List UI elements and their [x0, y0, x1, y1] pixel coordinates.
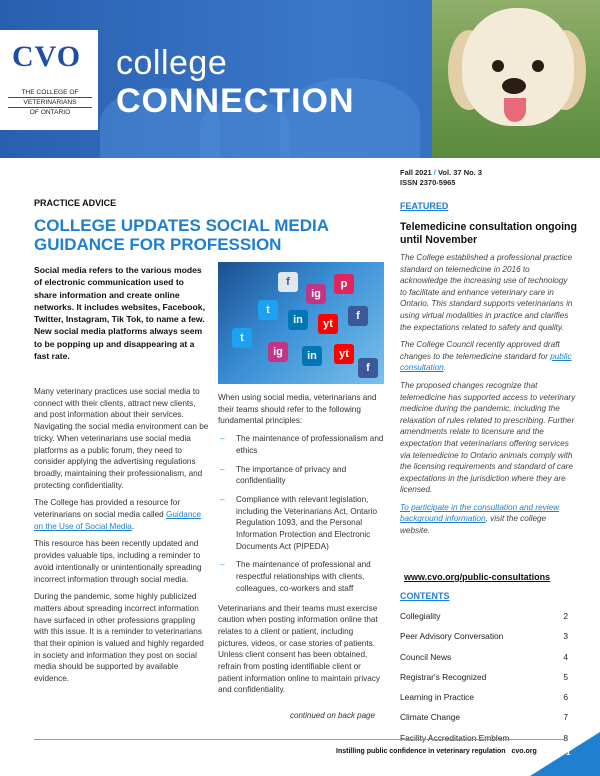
- toc-item[interactable]: [400, 630, 568, 650]
- slash-separator: /: [433, 168, 436, 177]
- toc-page: 3: [563, 631, 568, 642]
- participate-consultation-link[interactable]: To participate in the consultation and review background information: [400, 502, 559, 524]
- toc-item[interactable]: [400, 671, 568, 691]
- puppy-tongue: [504, 98, 526, 122]
- footer-site[interactable]: cvo.org: [511, 748, 537, 755]
- facebook-icon: f: [358, 358, 378, 378]
- puppy-eye: [492, 60, 504, 72]
- paragraph: [400, 339, 576, 374]
- paragraph: During the pandemic, some highly publicized matters about spreading incorrect information have surfaced in other professions grappling with this issue. It is a reminder to veterinarians that their opinion is valued and highly regarded in society and information they post on social media should be supported by available evidence.: [34, 592, 204, 684]
- paragraph: [34, 497, 209, 532]
- toc-page: 7: [563, 712, 568, 723]
- paragraph-text: , visit the college website.: [400, 514, 547, 536]
- toc-label: Facility Accreditation Emblem: [400, 732, 510, 743]
- issue-volume: Vol. 37 No. 3: [437, 168, 483, 177]
- featured-heading: FEATURED: [400, 201, 449, 211]
- issue-info: [400, 168, 482, 188]
- toc-item[interactable]: [400, 610, 568, 630]
- issue-issn: ISSN 2370-5965: [400, 178, 456, 187]
- featured-body: [400, 252, 576, 543]
- logo-line: THE COLLEGE OF: [21, 89, 79, 96]
- toc-label: Registrar's Recognized: [400, 671, 487, 682]
- logo-mark: CVO: [12, 40, 82, 73]
- consultations-url-link[interactable]: www.cvo.org/public-consultations: [404, 572, 551, 582]
- newsletter-title-line1: college: [116, 44, 228, 82]
- instagram-icon: ig: [306, 284, 326, 304]
- cvo-logo[interactable]: [0, 30, 98, 130]
- toc-label: Learning in Practice: [400, 692, 475, 703]
- toc-item[interactable]: [400, 651, 568, 671]
- featured-title: Telemedicine consultation ongoing until November: [400, 221, 577, 246]
- article-lead: Social media refers to the various modes of electronic communication used to share information and create online networks. It includes websites, Facebook, Twitter, Instagram, Tik Tok, to name a few. New social media platforms always seem to be popping up and disappearing at a fast rate.: [34, 265, 205, 362]
- logo-line: OF ONTARIO: [8, 107, 92, 117]
- paragraph: The proposed changes recognize that telemedicine has supported access to veterinary medicine during the pandemic, including the relaxation of rules related to prescribing. Further amendments relate to licensure and the expectation that veterinarians offering services via telemedicine to Ontario animals comply with the licensing requirements and standard of care expectations in the jurisdiction where they are licensed.: [400, 380, 576, 495]
- article-headline: COLLEGE UPDATES SOCIAL MEDIA GUIDANCE FOR PROFESSION: [34, 216, 329, 254]
- paragraph-text: .: [443, 363, 446, 373]
- principles-list: [218, 433, 386, 594]
- puppy-photo: [432, 0, 600, 158]
- toc-item[interactable]: [400, 711, 568, 731]
- logo-line: VETERINARIANS: [8, 97, 92, 107]
- facebook-icon: f: [348, 306, 368, 326]
- page-corner-triangle: [530, 732, 600, 776]
- social-media-guidance-link[interactable]: Guidance on the Use of Social Media: [34, 510, 202, 531]
- footer-tagline: Instilling public confidence in veterinary regulation: [336, 748, 506, 755]
- linkedin-icon: in: [288, 310, 308, 330]
- paragraph: The College established a professional practice standard on telemedicine in 2016 to acknowledge the increasing use of technology to facilitate and enhance veterinary care in Ontario. This standard supports veterinarians in using virtual modalities in practice and clarifies the expectations related to safety and quality.: [400, 253, 573, 332]
- toc-label: Climate Change: [400, 712, 461, 723]
- list-item: – The importance of privacy and confidentiality: [218, 464, 386, 487]
- paragraph: This resource has been recently updated and provides valuable tips, including a reminder to avoid intentionally or unintentionally spreading incorrect information through social media.: [34, 539, 202, 584]
- page-number: 1: [566, 748, 571, 757]
- youtube-icon: yt: [334, 344, 354, 364]
- youtube-icon: yt: [318, 314, 338, 334]
- list-item: – The maintenance of professional and respectful relationships with clients, colleagues, co-workers and staff: [218, 559, 386, 594]
- continued-note: continued on back page: [290, 711, 375, 720]
- paragraph: [400, 502, 576, 537]
- pinterest-icon: p: [334, 274, 354, 294]
- footer-divider: [34, 739, 564, 740]
- article-kicker: PRACTICE ADVICE: [34, 198, 117, 208]
- newsletter-title-line2: CONNECTION: [116, 82, 355, 120]
- toc-label: Collegiality: [400, 611, 441, 621]
- article-column-2: [218, 392, 386, 702]
- toc-page: 8: [563, 732, 568, 743]
- toc-page: 2: [563, 611, 568, 621]
- paragraph-text: The College has provided a resource for veterinarians on social media called: [34, 498, 181, 520]
- footer-text: [336, 748, 537, 755]
- issue-season: Fall 2021: [400, 168, 432, 177]
- puppy-eye: [532, 60, 544, 72]
- article-column-1: [34, 386, 209, 691]
- facebook-icon: f: [278, 272, 298, 292]
- puppy-nose: [502, 78, 526, 94]
- social-media-image: [218, 262, 384, 384]
- paragraph: Veterinarians and their teams must exercise caution when posting information online that relates to a client or patient, including pictures, videos, or case stories of patients. Unless client consent has been obtained, refrain from posting identifiable client or patient information online to maintain privacy and confidentiality.: [218, 603, 381, 695]
- toc-item[interactable]: [400, 691, 568, 711]
- twitter-icon: t: [232, 328, 252, 348]
- list-item: – The maintenance of professionalism and ethics: [218, 433, 386, 456]
- linkedin-icon: in: [302, 346, 322, 366]
- logo-text: [8, 88, 92, 117]
- list-item: – Compliance with relevant legislation, including the Veterinarians Act, Ontario Regulation 1093, and the Personal Information Protection and Electronic Documents Act (PIPEDA): [218, 494, 386, 553]
- toc-page: 5: [563, 671, 568, 682]
- instagram-icon: ig: [268, 342, 288, 362]
- toc-page: 4: [563, 651, 568, 662]
- paragraph: Many veterinary practices use social media to connect with their clients, attract new clients, and post information about their services. Navigating the social media environment can be tricky. When veterinarians use social media platforms as a public forum, they need to consider applying the advertising regulations broadly, maintaining their professionalism, and protecting confidentiality.: [34, 387, 209, 490]
- toc-page: 6: [563, 692, 568, 703]
- twitter-icon: t: [258, 300, 278, 320]
- table-of-contents: [400, 610, 568, 752]
- paragraph-text: The College Council recently approved draft changes to the telemedicine standard for: [400, 340, 560, 361]
- public-consultation-link[interactable]: public consultation: [400, 351, 572, 373]
- paragraph: When using social media, veterinarians and their teams should refer to the following fundamental principles:: [218, 393, 377, 426]
- toc-label: Peer Advisory Conversation: [400, 631, 504, 642]
- toc-label: Council News: [400, 651, 452, 662]
- contents-heading: CONTENTS: [400, 591, 450, 601]
- paragraph-text: .: [131, 521, 135, 531]
